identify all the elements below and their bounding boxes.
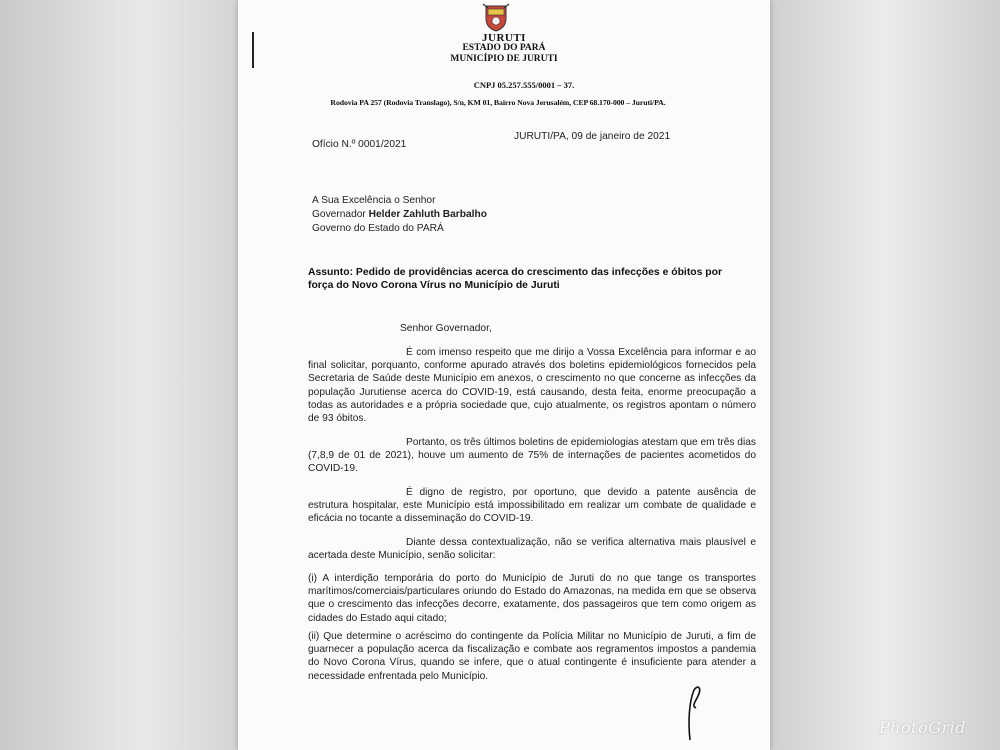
letter-number: Ofício N.º 0001/2021 [312, 139, 407, 150]
recipient-line-2 [312, 208, 487, 222]
recipient-line-3: Governo do Estado do PARÁ [312, 223, 444, 234]
background-left [0, 0, 238, 750]
watermark-text: PhotoGrid [878, 718, 966, 737]
body-paragraph: É digno de registro, por oportuno, que devido a patente ausência de estrutura hospitalar, este Município está impossibilitado em realizar um combate de qualidade e eficácia no tocante a disseminação do COVID-19. [308, 487, 756, 525]
background-right [770, 0, 1000, 750]
subject-text: Pedido de providências acerca do crescimento das infecções e óbitos por força do Novo Corona Vírus no Município de Juruti [308, 267, 723, 291]
municipality-name: JURUTI [482, 32, 526, 44]
recipient-block [312, 194, 487, 236]
recipient-name: Helder Zahluth Barbalho [368, 209, 487, 220]
cnpj-line: CNPJ 05.257.555/0001 – 37. [473, 80, 575, 90]
subject-line [308, 266, 728, 292]
coat-of-arms-icon [482, 2, 510, 32]
subject-label: Assunto: [308, 267, 356, 278]
body-paragraph: É com imenso respeito que me dirijo a Vossa Excelência para informar e ao final solicitar, porquanto, conforme apurado através dos boletins epidemiológicos fornecidos pela Secretaria de Saúde deste Município em anexos, o crescimento no que concerne as infecções da população Jurutiense acerca do COVID-19, está causando, desta feita, enorme preocupação a todas as autoridades e a própria sociedade que, cujo atualmente, os registros apontam o número de 93 óbitos. [308, 347, 756, 425]
document-page [238, 0, 770, 750]
signature-mark-icon [682, 682, 712, 742]
state-name: ESTADO DO PARÁ [462, 43, 546, 53]
body-paragraph: Diante dessa contextualização, não se verifica alternativa mais plausível e acertada deste Município, senão solicitar: [308, 537, 756, 562]
request-item: (ii) Que determine o acréscimo do contingente da Polícia Militar no Município de Juruti, a fim de guarnecer a população acerca da fiscalização e combate aos regramentos impostos a pandemia do Novo Corona Vírus, quando se infere, que o atual contingente é insuficiente para atender a necessidade enfrentada pelo Município. [308, 631, 756, 682]
recipient-line-1: A Sua Excelência o Senhor [312, 195, 436, 206]
letter-date: JURUTI/PA, 09 de janeiro de 2021 [514, 131, 671, 142]
body-paragraph: Portanto, os três últimos boletins de epidemiologias atestam que em três dias (7,8,9 de 01 de 2021), houve um aumento de 75% de internações de pacientes acometidos do COVID-19. [308, 437, 756, 475]
address-line: Rodovia PA 257 (Rodovia Translago), S/n, KM 01, Bairro Nova Jerusalém, CEP 68.170-000 – Juruti/PA. [330, 98, 666, 107]
municipality-title: MUNICÍPIO DE JURUTI [450, 54, 558, 64]
request-item: (i) A interdição temporária do porto do Município de Juruti do no que tange os transportes marítimos/comerciais/particulares oriundo do Estado do Amazonas, na medida em que se observa que o crescimento das infecções decorre, exatamente, dos passageiros que tem como origem as cidades do Estado aqui citado; [308, 573, 756, 624]
greeting: Senhor Governador, [400, 323, 492, 334]
recipient-title: Governador [312, 209, 369, 220]
